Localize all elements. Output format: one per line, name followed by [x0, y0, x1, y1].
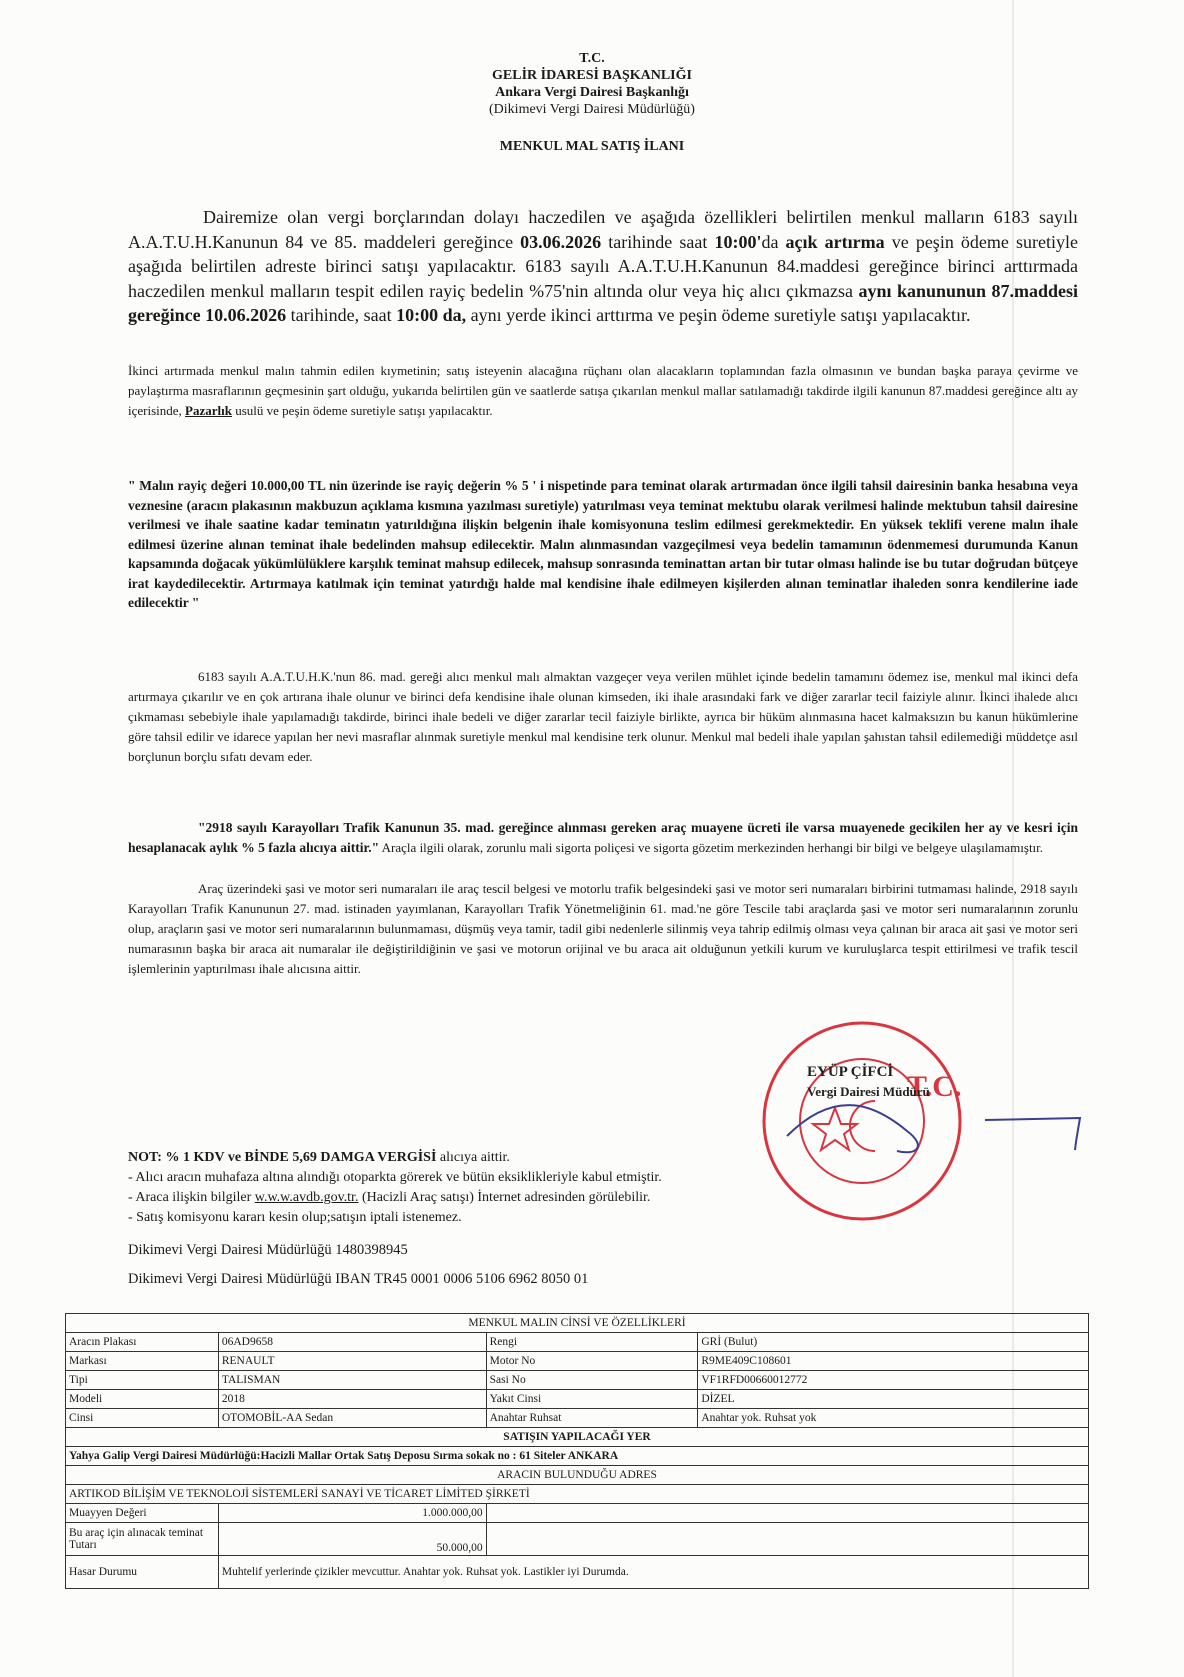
- header-ankara: Ankara Vergi Dairesi Başkanlığı: [495, 85, 689, 100]
- second-auction-paragraph: İkinci artırmada menkul malın tahmin edilen kıymetinin; satış isteyenin alacağına rüçhanı olan alacakların toplamından fazla olmasının ve bundan başka paraya çevirme ve paylaştırma masraflarının geçmesinin şart olduğu, yukarıda belirtilen gün ve saatlerde satışa çıkarılan menkul mallar satılamadığı takdirde ilgili kanunun 87.maddesi gereğince altı ay içerisinde, Pazarlık usulü ve peşin ödeme suretiyle satışı yapılacaktır.: [128, 363, 1078, 418]
- note-2: - Araca ilişkin bilgiler w.w.w.avdb.gov.tr. (Hacizli Araç satışı) İnternet adresinden görülebilir.: [128, 1190, 651, 1205]
- signature: [980, 1110, 1090, 1160]
- location-head: ARACIN BULUNDUĞU ADRES: [66, 1466, 1089, 1485]
- table-row: Bu araç için alınacak teminat Tutarı 50.000,00: [66, 1523, 1089, 1556]
- note-1: - Alıcı aracın muhafaza altına alındığı otoparkta görerek ve bütün eksiklikleriyle kabul etmiştir.: [128, 1170, 662, 1185]
- law-2918-paragraph: "2918 sayılı Karayolları Trafik Kanunun 35. mad. gereğince alınması gereken araç muayene ücreti ile varsa muayenede gecikilen her ay ve kesri için hesaplanacak aylık % 5 fazla alıcıya aittir." Araçla ilgili olarak, zorunlu mali sigorta poliçesi ve sigorta gözetim merkezinden herhangi bir bilgi ve belgeye ulaşılamamıştır.: [128, 820, 1078, 855]
- chassis-paragraph: Araç üzerindeki şasi ve motor seri numaraları ile araç tescil belgesi ve motorlu trafik belgesindeki şasi ve motor seri numaraları birbirini tutmaması halinde, 2918 sayılı Karayolları Trafik Kanununun 27. mad. istinaden yayımlanan, Karayolları Trafik Yönetmeliğinin 61. mad.'ne göre Tescile tabi araçlarda şasi ve motor seri numaralarının zorunlu olup, araçların şasi ve motor seri numaralarının bulunmaması, düşmüş veya tamir, tadil gibi nedenlerle silinmiş veya tahrip edilmiş olması veya çalınan bir araca ait şasi ve motor seri numarasının başka bir araca ait numaralar ile değiştirildiğinin ve şasi ve motorun orijinal ve bu araca ait olduğunun yetkili kurum ve kuruluşlarca tespit ettirilmesi ve trafik tescil işlemlerinin yaptırılması ihale alıcısına aittir.: [128, 881, 1078, 976]
- header: [0, 50, 1184, 155]
- article-86-paragraph: 6183 sayılı A.A.T.U.H.K.'nun 86. mad. gereği alıcı menkul malı almaktan vazgeçer veya verilen mühlet içinde bedelin tamamını ödemez ise, menkul mal ikinci defa artırmaya çıkarılır ve en çok artırana ihale olunur ve birinci defa kendisine ihale olunan kimseden, iki ihale arasındaki fark ve diğer zararlar tecil faiziyle alınır. İkinci ihalede alıcı çıkmaması sebebiyle ihale yapılamadığı takdirde, birinci ihale bedeli ve diğer zararlar tecil faiziyle birlikte, ayrıca bir hüküm alınmasına hacet kalmaksızın bu kanun hükümlerine göre tahsil edilir ve idarece yapılan her nevi masraflar alınmak suretiyle menkul mal kendisine terk olunur. Menkul mal bedeli ihale yapılan şahıstan tahsil edilemediği müddetçe asıl borçlunun borçlu sıfatı devam eder.: [128, 669, 1078, 764]
- deposit-paragraph: " Malın rayiç değeri 10.000,00 TL nin üzerinde ise rayiç değerin % 5 ' i nispetinde para teminat olarak artırmadan önce ilgili tahsil dairesinin banka hesabına veya veznesine (aracın plakasının makbuzun açıklama kısmına yazılması suretiyle) yatırılması veya teminat mektubu olarak verilmesi halinde mektubun tahsil dairesine verilmesi ve ihale saatine kadar teminatın yatırıldığına ilişkin belgenin ihale komisyonuna teslim edilmesi gerekmektedir. En yüksek teklifi verene malın ihale edilmesi üzerine alınan teminat ihale bedelinden mahsup edilecektir. Malın alınmasından vazgeçilmesi veya bedelin tamamının ödenmemesi durumunda Kanun kapsamında doğacak yükümlülüklere karşılık teminat mahsup edilecek, mahsup sonrasında teminattan artan bir tutar olması halinde ise bu tutar doğrudan bütçeye irat kaydedilecektir. Artırmaya katılmak için teminat yatırdığı halde mal kendisine ihale edilmeyen kişilerden alınan teminatlar ihaleden sonra kendilerine iade edilecektir ": [128, 478, 1078, 610]
- location: ARTIKOD BİLİŞİM VE TEKNOLOJİ SİSTEMLERİ SANAYİ VE TİCARET LİMİTED ŞİRKETİ: [66, 1485, 1089, 1504]
- vehicle-info-table: [65, 1313, 1089, 1589]
- stamp-name: EYÜP ÇİFCİ: [807, 1064, 894, 1080]
- stamp-outer-ring: [764, 1023, 960, 1219]
- header-dikimevi: (Dikimevi Vergi Dairesi Müdürlüğü): [489, 102, 695, 117]
- stamp-role: Vergi Dairesi Müdürü: [807, 1084, 930, 1099]
- sale-place-head: SATIŞIN YAPILACAĞI YER: [66, 1428, 1089, 1447]
- table-title: MENKUL MALIN CİNSİ VE ÖZELLİKLERİ: [66, 1314, 1089, 1333]
- intro-paragraph: Dairemize olan vergi borçlarından dolayı haczedilen ve aşağıda özellikleri belirtilen menkul malların 6183 sayılı A.A.T.U.H.Kanunun 84 ve 85. maddeleri gereğince 03.06.2026 tarihinde saat 10:00'da açık artırma ve peşin ödeme suretiyle aşağıda belirtilen adreste birinci satışı yapılacaktır. 6183 sayılı A.A.T.U.H.Kanunun 84.maddesi gereğince birinci arttırmada haczedilen menkul malların tespit edilen rayiç bedelin %75'nin altında olur veya hiç alıcı çıkmazsa aynı kanununun 87.maddesi gereğince 10.06.2026 tarihinde, saat 10:00 da, aynı yerde ikinci arttırma ve peşin ödeme suretiyle satışı yapılacaktır.: [128, 207, 1079, 325]
- iban: Dikimevi Vergi Dairesi Müdürlüğü IBAN TR45 0001 0006 5106 6962 8050 01: [128, 1271, 589, 1287]
- table-row: Markası RENAULT Motor No R9ME409C108601: [66, 1352, 1089, 1371]
- header-gib: GELİR İDARESİ BAŞKANLIĞI: [492, 68, 692, 83]
- table-row: Muayyen Değeri 1.000.000,00: [66, 1504, 1089, 1523]
- notes: NOT: % 1 KDV ve BİNDE 5,69 DAMGA VERGİSİ alıcıya aittir. - Alıcı aracın muhafaza altına alındığı otoparkta görerek ve bütün eksiklikleriyle kabul etmiştir. - Araca ilişkin bilgiler w.w.w.avdb.gov.tr. (Hacizli Araç satışı) İnternet adresinden görülebilir. - Satış komisyonu kararı kesin olup;satışın iptali istenemez.: [128, 1148, 928, 1228]
- avdb-link[interactable]: w.w.w.avdb.gov.tr.: [254, 1190, 359, 1205]
- note-3: - Satış komisyonu kararı kesin olup;satışın iptali istenemez.: [128, 1210, 462, 1225]
- header-tc: T.C.: [579, 51, 605, 66]
- table-row: Modeli 2018 Yakıt Cinsi DİZEL: [66, 1390, 1089, 1409]
- sale-place: Yahya Galip Vergi Dairesi Müdürlüğü:Hacizli Mallar Ortak Satış Deposu Sırma sokak no : 61 Siteler ANKARA: [66, 1447, 1089, 1466]
- official-stamp: [757, 1016, 967, 1226]
- table-row: Aracın Plakası 06AD9658 Rengi GRİ (Bulut): [66, 1333, 1089, 1352]
- table-row: Hasar Durumu Muhtelif yerlerinde çizikler mevcuttur. Anahtar yok. Ruhsat yok. Lastikler iyi Durumda.: [66, 1556, 1089, 1589]
- table-row: Tipi TALISMAN Sasi No VF1RFD00660012772: [66, 1371, 1089, 1390]
- page-title: MENKUL MAL SATIŞ İLANI: [499, 139, 685, 154]
- table-row: Cinsi OTOMOBİL-AA Sedan Anahtar Ruhsat Anahtar yok. Ruhsat yok: [66, 1409, 1089, 1428]
- tax-number: Dikimevi Vergi Dairesi Müdürlüğü 1480398945: [128, 1242, 408, 1258]
- svg-text:T.C.: T.C.: [907, 1070, 962, 1103]
